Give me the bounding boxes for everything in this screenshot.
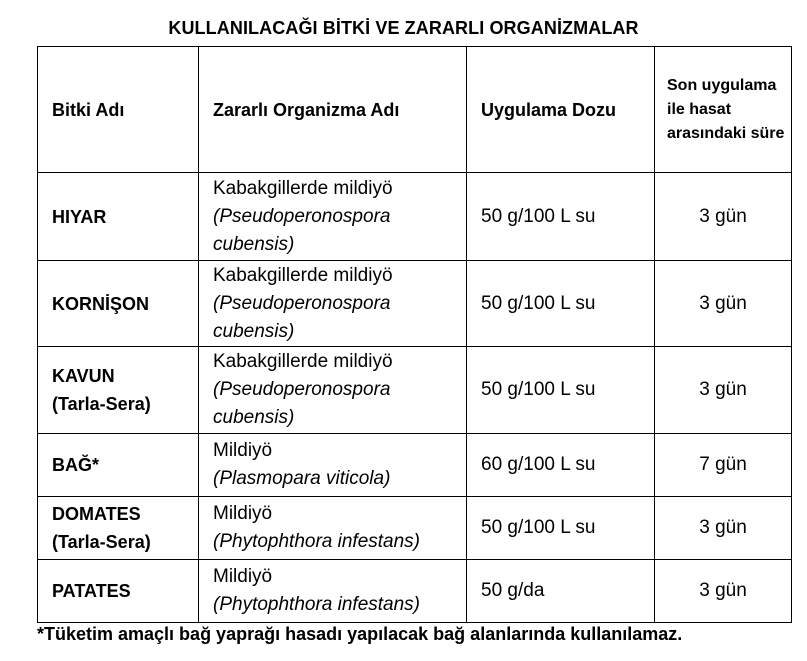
header-pest-name: Zararlı Organizma Adı (199, 47, 467, 173)
table-row (38, 497, 792, 560)
plant-cell: BAĞ* (38, 434, 199, 497)
dose-cell: 50 g/100 L su (467, 497, 655, 560)
table-row (38, 434, 792, 497)
dose-cell: 60 g/100 L su (467, 434, 655, 497)
dose-cell: 50 g/da (467, 560, 655, 623)
header-dose: Uygulama Dozu (467, 47, 655, 173)
pest-cell: Mildiyö (Phytophthora infestans) (199, 560, 467, 623)
pest-cell: Kabakgillerde mildiyö (Pseudoperonospora cubensis) (199, 347, 467, 434)
dose-cell: 50 g/100 L su (467, 173, 655, 261)
pest-cell: Mildiyö (Plasmopara viticola) (199, 434, 467, 497)
plant-cell: PATATES (38, 560, 199, 623)
dose-cell: 50 g/100 L su (467, 347, 655, 434)
document-title: KULLANILACAĞI BİTKİ VE ZARARLI ORGANİZMALAR (168, 18, 639, 38)
footnote: *Tüketim amaçlı bağ yaprağı hasadı yapılacak bağ alanlarında kullanılamaz. (37, 624, 683, 644)
plant-cell: HIYAR (38, 173, 199, 261)
plant-cell: DOMATES (Tarla-Sera) (38, 497, 199, 560)
plant-cell: KAVUN (Tarla-Sera) (38, 347, 199, 434)
days-cell: 3 gün (655, 560, 792, 623)
days-cell: 3 gün (655, 261, 792, 347)
plant-cell: KORNİŞON (38, 261, 199, 347)
days-cell: 3 gün (655, 173, 792, 261)
pest-cell: Kabakgillerde mildiyö (Pseudoperonospora cubensis) (199, 173, 467, 261)
pest-cell: Mildiyö (Phytophthora infestans) (199, 497, 467, 560)
plant-pest-table (37, 46, 792, 623)
table-row (38, 560, 792, 623)
table-header-row (38, 47, 792, 173)
days-cell: 3 gün (655, 497, 792, 560)
days-cell: 7 gün (655, 434, 792, 497)
table-row (38, 173, 792, 261)
header-plant-name: Bitki Adı (38, 47, 199, 173)
table-row (38, 261, 792, 347)
days-cell: 3 gün (655, 347, 792, 434)
table-row (38, 347, 792, 434)
pest-cell: Kabakgillerde mildiyö (Pseudoperonospora cubensis) (199, 261, 467, 347)
header-preharvest-interval: Son uygulama ile hasat arasındaki süre (655, 47, 792, 173)
dose-cell: 50 g/100 L su (467, 261, 655, 347)
